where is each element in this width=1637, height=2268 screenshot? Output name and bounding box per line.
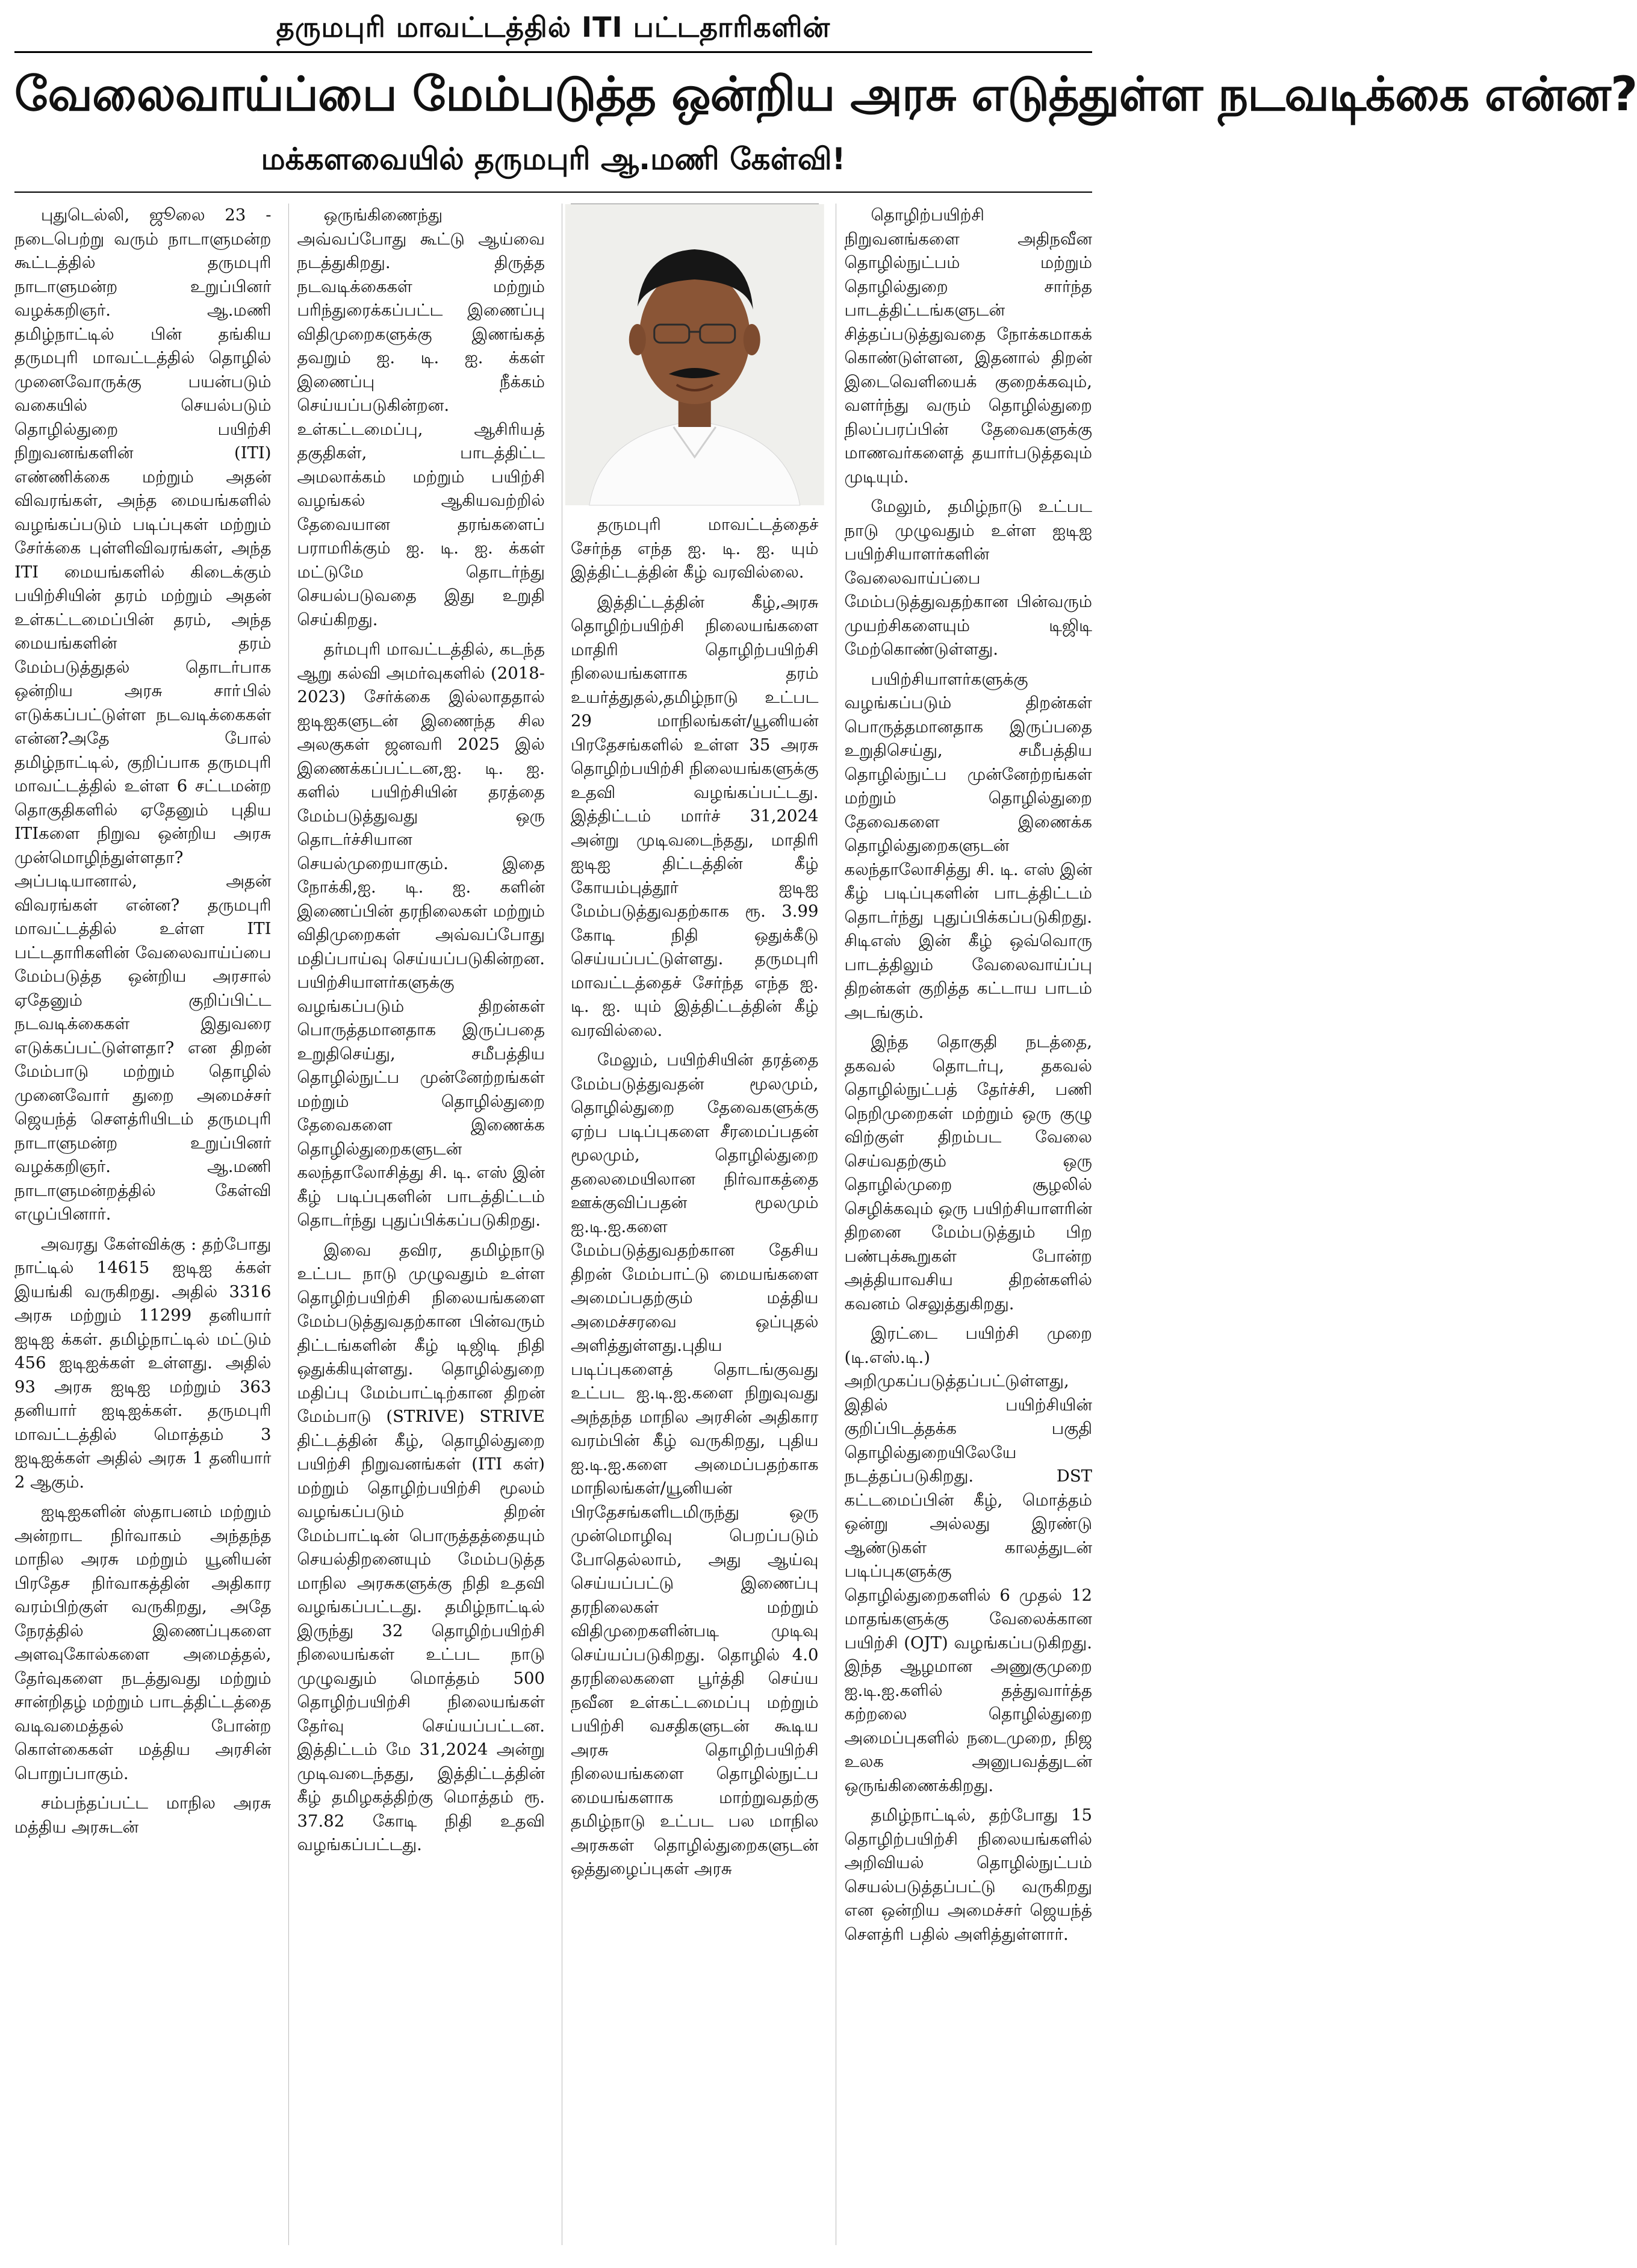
article-paragraph: இரட்டை பயிற்சி முறை (டி.எஸ்.டி.) அறிமுகப்படுத்தப்பட்டுள்ளது, இதில் பயிற்சியின் குறிப்பிடத்தக்க பகுதி தொழில்துறையிலேயே நடத்தப்படுகிறது. DST கட்டமைப்பின் கீழ், மொத்தம் ஒன்று அல்லது இரண்டு ஆண்டுகள் காலத்துடன் படிப்புகளுக்கு தொழில்துறைகளில் 6 முதல் 12 மாதங்களுக்கு வேலைக்கான பயிற்சி (OJT) வழங்கப்படுகிறது. இந்த ஆழமான அணுகுமுறை ஐ.டி.ஐ.களில் தத்துவார்த்த கற்றலை தொழில்துறை அமைப்புகளில் நடைமுறை, நிஜ உலக அனுபவத்துடன் ஒருங்கிணைக்கிறது. [844,1324,1092,1795]
article-column-3 [562,204,819,2245]
article-paragraph: பயிற்சியாளர்களுக்கு வழங்கப்படும் திறன்கள் பொருத்தமானதாக இருப்பதை உறுதிசெய்து, சமீபத்திய தொழில்நுட்ப முன்னேற்றங்கள் மற்றும் தொழில்துறை தேவைகளை இணைக்க தொழில்துறைகளுடன் கலந்தாலோசித்து சி. டி. எஸ் இன் கீழ் படிப்புகளின் பாடத்திட்டம் தொடர்ந்து புதுப்பிக்கப்படுகிறது. சிடிஎஸ் இன் கீழ் ஒவ்வொரு பாடத்திலும் வேலைவாய்ப்பு திறன்கள் குறித்த கட்டாய பாடம் அடங்கும். [844,669,1092,1022]
article-paragraph: மேலும், தமிழ்நாடு உட்பட நாடு முழுவதும் உள்ள ஐடிஐ பயிற்சியாளர்களின் வேலைவாய்ப்பை மேம்படுத்துவதற்கான பின்வரும் முயற்சிகளையும் டிஜிடி மேற்கொண்டுள்ளது. [844,497,1092,659]
article-paragraph: அவரது கேள்விக்கு : தற்போது நாட்டில் 14615 ஐடிஐ க்கள் இயங்கி வருகிறது. அதில் 3316 அரசு மற்றும் 11299 தனியார் ஐடிஐ க்கள். தமிழ்நாட்டில் மட்டும் 456 ஐடிஐக்கள் உள்ளது. அதில் 93 அரசு ஐடிஐ மற்றும் 363 தனியார் ஐடிஐக்கள். தருமபுரி மாவட்டத்தில் மொத்தம் 3 ஐடிஐக்கள் அதில் அரசு 1 தனியார் 2 ஆகும். [14,1234,272,1492]
subheadline: மக்களவையில் தருமபுரி ஆ.மணி கேள்வி! [14,135,1092,193]
article-columns [14,204,1092,2245]
article-column-2 [288,204,545,2245]
article-column-4 [836,204,1093,2245]
article-paragraph: இத்திட்டத்தின் கீழ்,அரசு தொழிற்பயிற்சி நிலையங்களை மாதிரி தொழிற்பயிற்சி நிலையங்களாக தரம் உயர்த்துதல்,தமிழ்நாடு உட்பட 29 மாநிலங்கள்/யூனியன் பிரதேசங்களில் உள்ள 35 அரசு தொழிற்பயிற்சி நிலையங்களுக்கு உதவி வழங்கப்பட்டது. இத்திட்டம் மார்ச் 31,2024 அன்று முடிவடைந்தது, மாதிரி ஐடிஐ திட்டத்தின் கீழ் கோயம்புத்தூர் ஐடிஐ மேம்படுத்துவதற்காக ரூ. 3.99 கோடி நிதி ஒதுக்கீடு செய்யப்பட்டுள்ளது. தருமபுரி மாவட்டத்தைச் சேர்ந்த எந்த ஐ. டி. ஐ. யும் இத்திட்டத்தின் கீழ் வரவில்லை. [571,592,819,1040]
portrait-photo [571,204,819,505]
photo-caption: தருமபுரி மாவட்டத்தைச் சேர்ந்த எந்த ஐ. டி. ஐ. யும் இத்திட்டத்தின் கீழ் வரவில்லை. [571,515,819,582]
kicker-heading: தருமபுரி மாவட்டத்தில் ITI பட்டதாரிகளின் [276,11,831,43]
article-paragraph: மேலும், பயிற்சியின் தரத்தை மேம்படுத்துவதன் மூலமும், தொழில்துறை தேவைகளுக்கு ஏற்ப படிப்புகளை சீரமைப்பதன் மூலமும், தொழில்துறை தலைமையிலான நிர்வாகத்தை ஊக்குவிப்பதன் மூலமும் ஐ.டி.ஐ.களை மேம்படுத்துவதற்கான தேசிய திறன் மேம்பாட்டு மையங்களை அமைப்பதற்கும் மத்திய அமைச்சரவை ஒப்புதல் அளித்துள்ளது.புதிய படிப்புகளைத் தொடங்குவது உட்பட ஐ.டி.ஐ.களை நிறுவுவது அந்தந்த மாநில அரசின் அதிகார வரம்பின் கீழ் வருகிறது, புதிய ஐ.டி.ஐ.களை அமைப்பதற்காக மாநிலங்கள்/யூனியன் பிரதேசங்களிடமிருந்து ஒரு முன்மொழிவு பெறப்படும் போதெல்லாம், அது ஆய்வு செய்யப்பட்டு இணைப்பு தரநிலைகள் மற்றும் விதிமுறைகளின்படி முடிவு செய்யப்படுகிறது. தொழில் 4.0 தரநிலைகளை பூர்த்தி செய்ய நவீன உள்கட்டமைப்பு மற்றும் பயிற்சி வசதிகளுடன் கூடிய அரசு தொழிற்பயிற்சி நிலையங்களை தொழில்நுட்ப மையங்களாக மாற்றுவதற்கு தமிழ்நாடு உட்பட பல மாநில அரசுகள் தொழில்துறைகளுடன் ஒத்துழைப்புகள் அரசு [571,1050,819,1878]
article-column-1 [14,204,272,2245]
portrait-illustration [571,204,818,505]
headline: வேலைவாய்ப்பை மேம்படுத்த ஒன்றிய அரசு எடுத்துள்ள நடவடிக்கை என்ன? [14,67,1637,122]
article-paragraph: இவை தவிர, தமிழ்நாடு உட்பட நாடு முழுவதும் உள்ள தொழிற்பயிற்சி நிலையங்களை மேம்படுத்துவதற்கான பின்வரும் திட்டங்களின் கீழ் டிஜிடி நிதி ஒதுக்கியுள்ளது. தொழில்துறை மதிப்பு மேம்பாட்டிற்கான திறன் மேம்பாடு (STRIVE) STRIVE திட்டத்தின் கீழ், தொழில்துறை பயிற்சி நிறுவனங்கள் (ITI கள்) மற்றும் தொழிற்பயிற்சி மூலம் வழங்கப்படும் திறன் மேம்பாட்டின் பொருத்தத்தையும் செயல்திறனையும் மேம்படுத்த மாநில அரசுகளுக்கு நிதி உதவி வழங்கப்பட்டது. தமிழ்நாட்டில் இருந்து 32 தொழிற்பயிற்சி நிலையங்கள் உட்பட நாடு முழுவதும் மொத்தம் 500 தொழிற்பயிற்சி நிலையங்கள் தேர்வு செய்யப்பட்டன. இத்திட்டம் மே 31,2024 அன்று முடிவடைந்தது, இத்திட்டத்தின் கீழ் தமிழகத்திற்கு மொத்தம் ரூ. 37.82 கோடி நிதி உதவி வழங்கப்பட்டது. [297,1240,545,1854]
article-paragraph: சம்பந்தப்பட்ட மாநில அரசு மத்திய அரசுடன் [14,1793,272,1837]
article-paragraph: தமிழ்நாட்டில், தற்போது 15 தொழிற்பயிற்சி நிலையங்களில் அறிவியல் தொழில்நுட்பம் செயல்படுத்தப்பட்டு வருகிறது என ஒன்றிய அமைச்சர் ஜெயந்த் சௌத்ரி பதில் அளித்துள்ளார். [844,1805,1092,1944]
article-paragraph: ஐடிஐகளின் ஸ்தாபனம் மற்றும் அன்றாட நிர்வாகம் அந்தந்த மாநில அரசு மற்றும் யூனியன் பிரதேச நிர்வாகத்தின் அதிகார வரம்பிற்குள் வருகிறது, அதே நேரத்தில் இணைப்புகளை அளவுகோல்களை அமைத்தல், தேர்வுகளை நடத்துவது மற்றும் சான்றிதழ் மற்றும் பாடத்திட்டத்தை வடிவமைத்தல் போன்ற கொள்கைகள் மத்திய அரசின் பொறுப்பாகும். [14,1502,272,1783]
article-paragraph: இந்த தொகுதி நடத்தை, தகவல் தொடர்பு, தகவல் தொழில்நுட்பத் தேர்ச்சி, பணி நெறிமுறைகள் மற்றும் ஒரு குழு விற்குள் திறம்பட வேலை செய்வதற்கும் ஒரு தொழில்முறை சூழலில் செழிக்கவும் ஒரு பயிற்சியாளரின் திறனை மேம்படுத்தும் பிற பண்புக்கூறுகள் போன்ற அத்தியாவசிய திறன்களில் கவனம் செலுத்துகிறது. [844,1032,1093,1313]
article-paragraph: புதுடெல்லி, ஜூலை 23 - நடைபெற்று வரும் நாடாளுமன்ற கூட்டத்தில் தருமபுரி நாடாளுமன்ற உறுப்பினர் வழக்கறிஞர். ஆ.மணி தமிழ்நாட்டில் பின் தங்கிய தருமபுரி மாவட்டத்தில் தொழில் முனைவோருக்கு பயன்படும் வகையில் செயல்படும் தொழில்துறை பயிற்சி நிறுவனங்களின் (ITI) எண்ணிக்கை மற்றும் அதன் விவரங்கள், அந்த மையங்களில் வழங்கப்படும் படிப்புகள் மற்றும் சேர்க்கை புள்ளிவிவரங்கள், அந்த ITI மையங்களில் கிடைக்கும் பயிற்சியின் தரம் மற்றும் அதன் உள்கட்டமைப்பின் தரம், அந்த மையங்களின் தரம் மேம்படுத்துதல் தொடர்பாக ஒன்றிய அரசு சாா்பில் எடுக்கப்பட்டுள்ள நடவடிக்கைகள் என்ன?அதே போல் தமிழ்நாட்டில், குறிப்பாக தருமபுரி மாவட்டத்தில் உள்ள 6 சட்டமன்ற தொகுதிகளில் ஏதேனும் புதிய ITIகளை நிறுவ ஒன்றிய அரசு முன்மொழிந்துள்ளதா? அப்படியானால், அதன் விவரங்கள் என்ன? தருமபுரி மாவட்டத்தில் உள்ள ITI பட்டதாரிகளின் வேலைவாய்ப்பை மேம்படுத்த ஒன்றிய அரசால் ஏதேனும் குறிப்பிட்ட நடவடிக்கைகள் இதுவரை எடுக்கப்பட்டுள்ளதா? என திறன் மேம்பாடு மற்றும் தொழில் முனைவோர் துறை அமைச்சர் ஜெயந்த் சௌத்ரியிடம் தருமபுரி நாடாளுமன்ற உறுப்பினர் வழக்கறிஞர். ஆ.மணி நாடாளுமன்றத்தில் கேள்வி எழுப்பினார். [14,205,272,1224]
article-paragraph: தொழிற்பயிற்சி நிறுவனங்களை அதிநவீன தொழில்நுட்பம் மற்றும் தொழில்துறை சார்ந்த பாடத்திட்டங்களுடன் சித்தப்படுத்துவதை நோக்கமாகக் கொண்டுள்ளன, இதனால் திறன் இடைவெளியைக் குறைக்கவும், வளர்ந்து வரும் தொழில்துறை நிலப்பரப்பின் தேவைகளுக்கு மாணவர்களைத் தயார்படுத்தவும் முடியும். [844,205,1092,487]
article-paragraph: தர்மபுரி மாவட்டத்தில், கடந்த ஆறு கல்வி அமர்வுகளில் (2018-2023) சேர்க்கை இல்லாததால் ஐடிஐகளுடன் இணைந்த சில அலகுகள் ஜனவரி 2025 இல் இணைக்கப்பட்டன,ஐ. டி. ஐ. களில் பயிற்சியின் தரத்தை மேம்படுத்துவது ஒரு தொடர்ச்சியான செயல்முறையாகும். இதை நோக்கி,ஐ. டி. ஐ. களின் இணைப்பின் தரநிலைகள் மற்றும் விதிமுறைகள் அவ்வப்போது மதிப்பாய்வு செய்யப்படுகின்றன. பயிற்சியாளர்களுக்கு வழங்கப்படும் திறன்கள் பொருத்தமானதாக இருப்பதை உறுதிசெய்து, சமீபத்திய தொழில்நுட்ப முன்னேற்றங்கள் மற்றும் தொழில்துறை தேவைகளை இணைக்க தொழில்துறைகளுடன் கலந்தாலோசித்து சி. டி. எஸ் இன் கீழ் படிப்புகளின் பாடத்திட்டம் தொடர்ந்து புதுப்பிக்கப்படுகிறது. [297,640,545,1230]
kicker-bar [14,11,1092,53]
article-paragraph: ஒருங்கிணைந்து அவ்வப்போது கூட்டு ஆய்வை நடத்துகிறது. திருத்த நடவடிக்கைகள் மற்றும் பரிந்துரைக்கப்பட்ட இணைப்பு விதிமுறைகளுக்கு இணங்கத் தவறும் ஐ. டி. ஐ. க்கள் இணைப்பு நீக்கம் செய்யப்படுகின்றன. உள்கட்டமைப்பு, ஆசிரியத் தகுதிகள், பாடத்திட்ட அமலாக்கம் மற்றும் பயிற்சி வழங்கல் ஆகியவற்றில் தேவையான தரங்களைப் பராமரிக்கும் ஐ. டி. ஐ. க்கள் மட்டுமே தொடர்ந்து செயல்படுவதை இது உறுதி செய்கிறது. [297,205,545,629]
